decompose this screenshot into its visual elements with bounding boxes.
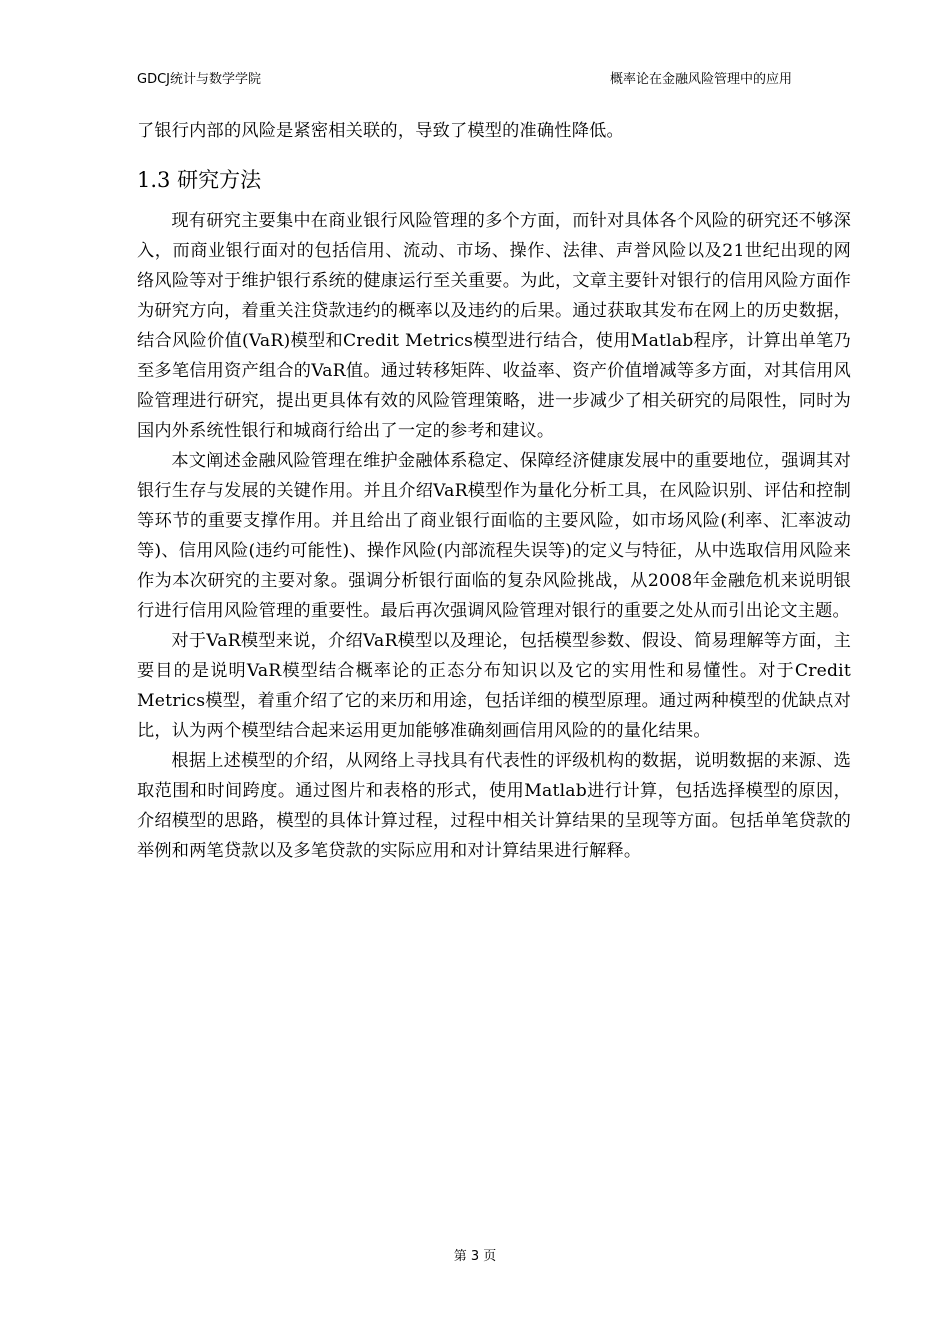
header-thesis-title: 概率论在金融风险管理中的应用 [609,72,792,87]
page-number: 第 3 页 [453,1249,497,1264]
page-content [137,116,851,866]
continuation-paragraph: 了银行内部的风险是紧密相关联的，导致了模型的准确性降低。 [137,121,624,141]
page-footer [0,1247,950,1267]
body-paragraph-3: 对于VaR模型来说，介绍VaR模型以及理论，包括模型参数、假设、简易理解等方面，主要目的是说明VaR模型结合概率论的正态分布知识以及它的实用性和易懂性。对于Credit Metrics模型，着重介绍了它的来历和用途，包括详细的模型原理。通过两种模型的优缺点对比，认为两个模型结合起来运用更加能够准确刻画信用风险的的量化结果。 [137,631,851,741]
header-institution: GDCJ统计与数学学院 [137,72,261,87]
body-paragraph-2: 本文阐述金融风险管理在维护金融体系稳定、保障经济健康发展中的重要地位，强调其对银行生存与发展的关键作用。并且介绍VaR模型作为量化分析工具，在风险识别、评估和控制等环节的重要支撑作用。并且给出了商业银行面临的主要风险，如市场风险(利率、汇率波动等)、信用风险(违约可能性)、操作风险(内部流程失误等)的定义与特征，从中选取信用风险来作为本次研究的主要对象。强调分析银行面临的复杂风险挑战，从2008年金融危机来说明银行进行信用风险管理的重要性。最后再次强调风险管理对银行的重要之处从而引出论文主题。 [137,451,851,621]
section-heading: 1.3 研究方法 [137,168,262,192]
body-paragraph-4: 根据上述模型的介绍，从网络上寻找具有代表性的评级机构的数据，说明数据的来源、选取范围和时间跨度。通过图片和表格的形式，使用Matlab进行计算，包括选择模型的原因，介绍模型的思路，模型的具体计算过程，过程中相关计算结果的呈现等方面。包括单笔贷款的举例和两笔贷款以及多笔贷款的实际应用和对计算结果进行解释。 [137,751,851,861]
body-paragraph-1: 现有研究主要集中在商业银行风险管理的多个方面，而针对具体各个风险的研究还不够深入，而商业银行面对的包括信用、流动、市场、操作、法律、声誉风险以及21世纪出现的网络风险等对于维护银行系统的健康运行至关重要。为此，文章主要针对银行的信用风险方面作为研究方向，着重关注贷款违约的概率以及违约的后果。通过获取其发布在网上的历史数据，结合风险价值(VaR)模型和Credit Metrics模型进行结合，使用Matlab程序，计算出单笔乃至多笔信用资产组合的VaR值。通过转移矩阵、收益率、资产价值增减等多方面，对其信用风险管理进行研究，提出更具体有效的风险管理策略，进一步减少了相关研究的局限性，同时为国内外系统性银行和城商行给出了一定的参考和建议。 [137,211,851,441]
page-header [137,70,814,90]
